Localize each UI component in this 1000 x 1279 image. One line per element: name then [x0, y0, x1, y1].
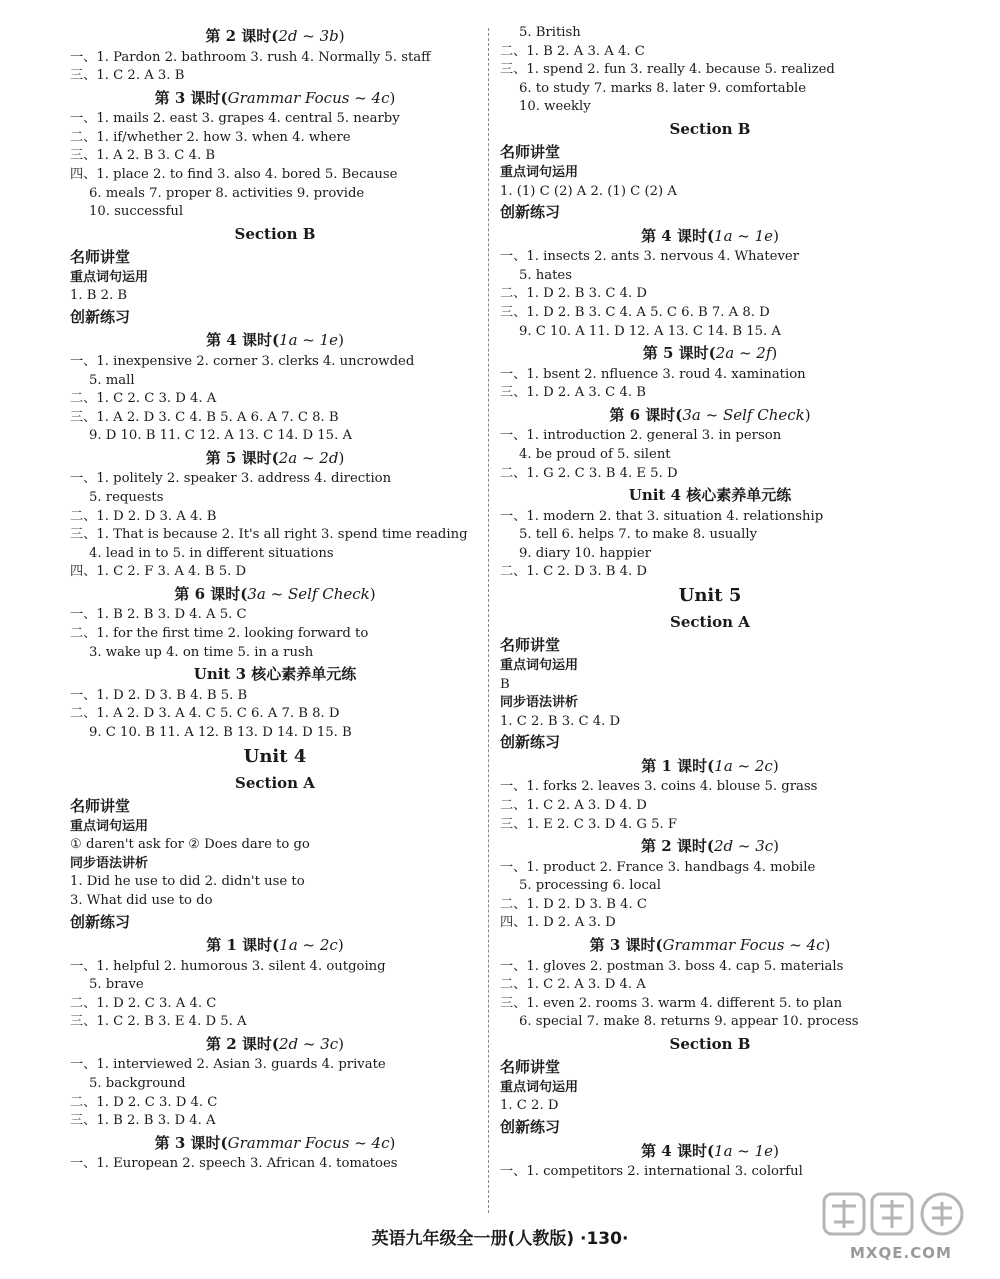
answer-line: 1. C 2. D [500, 1098, 559, 1114]
lesson-range: Grammar Focus ~ 4c [662, 936, 825, 954]
lesson-paren: ) [773, 1141, 779, 1160]
answer-line: 一、1. modern 2. that 3. situation 4. relationship [500, 508, 824, 524]
answer-line: 5. tell 6. helps 7. to make 8. usually [519, 527, 758, 543]
lesson-range: 1a ~ 1e [714, 1141, 774, 1160]
answer-line: 二、1. C 2. A 3. D 4. A [500, 977, 646, 993]
answer-line: 一、1. inexpensive 2. corner 3. clerks 4. uncrowded [70, 353, 415, 369]
lesson-heading [70, 86, 480, 111]
section-heading: Unit 3 核心素养单元练 [193, 665, 357, 684]
answer-line: 一、1. politely 2. speaker 3. address 4. direction [70, 471, 392, 487]
section-heading: Section B [234, 224, 316, 243]
answer-line: 5. processing 6. local [519, 878, 661, 894]
answer-line: 二、1. D 2. D 3. A 4. B [70, 508, 217, 524]
lesson-heading [70, 1131, 480, 1156]
answer-line: 三、1. E 2. C 3. D 4. G 5. F [500, 816, 677, 832]
answer-line: 5. British [519, 25, 581, 40]
lesson-paren: ) [389, 88, 396, 107]
category-heading: 名师讲堂 [500, 1058, 561, 1077]
subcategory-heading: 重点词句运用 [500, 1079, 579, 1095]
answer-line: 1. B 2. B [70, 288, 128, 304]
lesson-heading [70, 1032, 480, 1057]
answer-line: 6. to study 7. marks 8. later 9. comfortable [519, 80, 807, 96]
lesson-heading [500, 933, 920, 958]
answer-line: 一、1. bsent 2. nfluence 3. roud 4. xamination [500, 366, 806, 382]
watermark-logo [820, 1188, 970, 1273]
answer-line: 5. brave [89, 977, 144, 993]
section-heading: Unit 4 核心素养单元练 [628, 486, 792, 505]
answer-line: 二、1. if/whether 2. how 3. when 4. where [70, 129, 351, 145]
answer-line: 二、1. D 2. C 3. D 4. C [70, 1094, 218, 1110]
answer-line: 三、1. A 2. B 3. C 4. B [70, 148, 216, 164]
subcategory-heading: 重点词句运用 [70, 269, 149, 285]
answer-line: 1. (1) C (2) A 2. (1) C (2) A [500, 183, 677, 199]
lesson-label: 第 2 课时( [205, 1034, 279, 1053]
answer-line: 9. D 10. B 11. C 12. A 13. C 14. D 15. A [89, 428, 352, 444]
unit-heading: Unit 5 [678, 584, 742, 606]
category-heading: 创新练习 [500, 1118, 561, 1137]
lesson-range: 2a ~ 2f [715, 344, 772, 363]
answer-line: B [500, 676, 510, 692]
answer-line: 一、1. European 2. speech 3. African 4. tomatoes [70, 1156, 398, 1172]
category-heading: 创新练习 [500, 203, 561, 222]
lesson-heading [70, 446, 480, 471]
answer-line: 二、1. C 2. A 3. D 4. D [500, 797, 647, 813]
answer-line: 二、1. D 2. C 3. A 4. C [70, 995, 217, 1011]
left-column [70, 24, 480, 1174]
answer-line: ① daren't ask for ② Does dare to go [70, 837, 310, 853]
lesson-paren: ) [338, 331, 344, 350]
answer-line: 一、1. gloves 2. postman 3. boss 4. cap 5. materials [500, 958, 844, 974]
lesson-label: 第 4 课时( [641, 226, 715, 245]
lesson-heading [500, 1139, 920, 1164]
lesson-heading [70, 328, 480, 353]
lesson-range: 1a ~ 1e [279, 331, 339, 350]
answer-line: 10. weekly [519, 99, 591, 115]
answer-line: 三、1. C 2. B 3. E 4. D 5. A [70, 1014, 247, 1030]
subcategory-heading: 同步语法讲析 [500, 695, 579, 711]
lesson-label: 第 1 课时( [641, 756, 715, 775]
lesson-range: Grammar Focus ~ 4c [227, 1133, 390, 1152]
lesson-label: 第 3 课时( [589, 936, 663, 954]
category-heading: 名师讲堂 [500, 636, 561, 655]
lesson-range: 1a ~ 1e [714, 226, 774, 245]
category-heading: 名师讲堂 [70, 797, 131, 816]
answer-line: 一、1. helpful 2. humorous 3. silent 4. outgoing [70, 958, 386, 974]
lesson-heading [500, 341, 920, 366]
lesson-label: 第 5 课时( [642, 344, 716, 363]
lesson-heading [500, 754, 920, 779]
answer-line: 四、1. C 2. F 3. A 4. B 5. D [70, 564, 247, 580]
lesson-range: 3a ~ Self Check [682, 405, 805, 424]
right-column [500, 24, 920, 1182]
answer-line: 3. What did use to do [70, 892, 213, 908]
category-heading: 创新练习 [70, 912, 131, 931]
watermark-icon [820, 1188, 970, 1248]
lesson-label: 第 6 课时( [174, 584, 248, 603]
column-divider [488, 28, 489, 1213]
answer-line: 5. mall [89, 372, 135, 388]
lesson-paren: ) [804, 405, 811, 424]
lesson-label: 第 5 课时( [205, 448, 279, 467]
answer-line: 6. special 7. make 8. returns 9. appear 10. process [519, 1014, 859, 1030]
answer-line: 二、1. D 2. D 3. B 4. C [500, 896, 647, 912]
lesson-heading [70, 933, 480, 958]
answer-line: 4. lead in to 5. in different situations [89, 545, 334, 561]
lesson-label: 第 3 课时( [154, 88, 228, 107]
answer-line: 5. hates [519, 267, 573, 283]
answer-line: 一、1. Pardon 2. bathroom 3. rush 4. Normally 5. staff [70, 49, 431, 65]
lesson-heading [70, 24, 480, 49]
answer-line: 二、1. for the first time 2. looking forward to [70, 626, 369, 642]
section-heading: Section B [669, 119, 751, 138]
lesson-paren: ) [369, 584, 376, 603]
lesson-heading [500, 224, 920, 249]
lesson-paren: ) [337, 936, 344, 954]
subcategory-heading: 重点词句运用 [500, 164, 579, 180]
lesson-paren: ) [773, 226, 779, 245]
lesson-label: 第 3 课时( [154, 1133, 228, 1152]
subcategory-heading: 重点词句运用 [500, 657, 579, 673]
unit-heading: Unit 4 [243, 745, 307, 767]
subcategory-heading: 重点词句运用 [70, 818, 149, 834]
answer-line: 三、1. D 2. A 3. C 4. B [500, 385, 646, 401]
answer-line: 二、1. A 2. D 3. A 4. C 5. C 6. A 7. B 8. D [70, 706, 340, 722]
answer-line: 4. be proud of 5. silent [519, 446, 671, 462]
lesson-paren: ) [338, 1034, 345, 1053]
answer-line: 三、1. even 2. rooms 3. warm 4. different 5. to plan [500, 995, 843, 1011]
lesson-range: 2d ~ 3b [278, 27, 339, 45]
answer-line: 6. meals 7. proper 8. activities 9. provide [89, 185, 365, 201]
page-footer: 英语九年级全一册(人教版) ·130· [371, 1229, 629, 1249]
answer-line: 三、1. A 2. D 3. C 4. B 5. A 6. A 7. C 8. B [70, 409, 339, 425]
watermark-text: MXQE.COM [850, 1244, 952, 1262]
answer-line: 二、1. D 2. B 3. C 4. D [500, 286, 647, 302]
answer-line: 一、1. interviewed 2. Asian 3. guards 4. private [70, 1057, 386, 1073]
answer-line: 二、1. G 2. C 3. B 4. E 5. D [500, 465, 678, 481]
answer-line: 三、1. spend 2. fun 3. really 4. because 5. realized [500, 62, 835, 78]
answer-line: 一、1. competitors 2. international 3. colorful [500, 1164, 803, 1180]
answer-line: 三、1. B 2. B 3. D 4. A [70, 1113, 216, 1129]
answer-line: 9. C 10. A 11. D 12. A 13. C 14. B 15. A [519, 323, 781, 339]
lesson-label: 第 6 课时( [609, 405, 683, 424]
lesson-range: Grammar Focus ~ 4c [227, 88, 390, 107]
lesson-paren: ) [338, 448, 345, 467]
lesson-paren: ) [338, 27, 345, 45]
answer-line: 一、1. D 2. D 3. B 4. B 5. B [70, 687, 248, 703]
answer-line: 四、1. place 2. to find 3. also 4. bored 5. Because [70, 166, 398, 182]
lesson-range: 2d ~ 3c [713, 837, 774, 856]
answer-line: 5. background [89, 1075, 186, 1091]
answer-line: 三、1. That is because 2. It's all right 3. spend time reading [70, 527, 468, 543]
answer-line: 三、1. C 2. A 3. B [70, 68, 185, 84]
lesson-paren: ) [824, 936, 831, 954]
answer-line: 一、1. insects 2. ants 3. nervous 4. Whatever [500, 249, 800, 265]
answer-line: 一、1. product 2. France 3. handbags 4. mobile [500, 859, 816, 875]
section-heading: Section A [235, 773, 315, 792]
answer-line: 9. diary 10. happier [519, 545, 651, 561]
lesson-paren: ) [771, 344, 778, 363]
answer-line: 一、1. forks 2. leaves 3. coins 4. blouse 5. grass [500, 779, 818, 795]
lesson-range: 2a ~ 2d [278, 448, 339, 467]
answer-line: 二、1. B 2. A 3. A 4. C [500, 43, 645, 59]
section-heading: Section B [669, 1034, 751, 1053]
lesson-range: 1a ~ 2c [279, 936, 338, 954]
answer-line: 四、1. D 2. A 3. D [500, 915, 616, 931]
lesson-heading [500, 834, 920, 859]
lesson-label: 第 2 课时( [205, 27, 279, 45]
answer-line: 一、1. B 2. B 3. D 4. A 5. C [70, 607, 247, 623]
lesson-label: 第 2 课时( [640, 837, 714, 856]
answer-line: 一、1. introduction 2. general 3. in person [500, 428, 782, 444]
lesson-range: 1a ~ 2c [714, 756, 773, 775]
answer-line: 二、1. C 2. D 3. B 4. D [500, 564, 647, 580]
lesson-range: 2d ~ 3c [278, 1034, 339, 1053]
answer-line: 3. wake up 4. on time 5. in a rush [89, 644, 314, 660]
lesson-paren: ) [772, 756, 779, 775]
lesson-label: 第 4 课时( [641, 1141, 715, 1160]
category-heading: 名师讲堂 [500, 143, 561, 162]
lesson-paren: ) [773, 837, 780, 856]
answer-line: 1. C 2. B 3. C 4. D [500, 713, 621, 729]
category-heading: 名师讲堂 [70, 248, 131, 267]
answer-line: 二、1. C 2. C 3. D 4. A [70, 391, 217, 407]
answer-line: 9. C 10. B 11. A 12. B 13. D 14. D 15. B [89, 724, 352, 740]
lesson-heading [500, 403, 920, 428]
lesson-paren: ) [389, 1133, 396, 1152]
subcategory-heading: 同步语法讲析 [70, 855, 149, 871]
category-heading: 创新练习 [70, 307, 131, 326]
answer-line: 1. Did he use to did 2. didn't use to [70, 874, 305, 890]
section-heading: Section A [670, 612, 750, 631]
answer-line: 5. requests [89, 490, 164, 505]
category-heading: 创新练习 [500, 733, 561, 752]
answer-line: 三、1. D 2. B 3. C 4. A 5. C 6. B 7. A 8. D [500, 304, 770, 320]
answer-line: 10. successful [89, 204, 184, 220]
answer-line: 一、1. mails 2. east 3. grapes 4. central 5. nearby [70, 111, 400, 127]
lesson-label: 第 4 课时( [206, 331, 280, 350]
lesson-heading [70, 582, 480, 607]
lesson-label: 第 1 课时( [206, 936, 280, 954]
lesson-range: 3a ~ Self Check [247, 584, 370, 603]
